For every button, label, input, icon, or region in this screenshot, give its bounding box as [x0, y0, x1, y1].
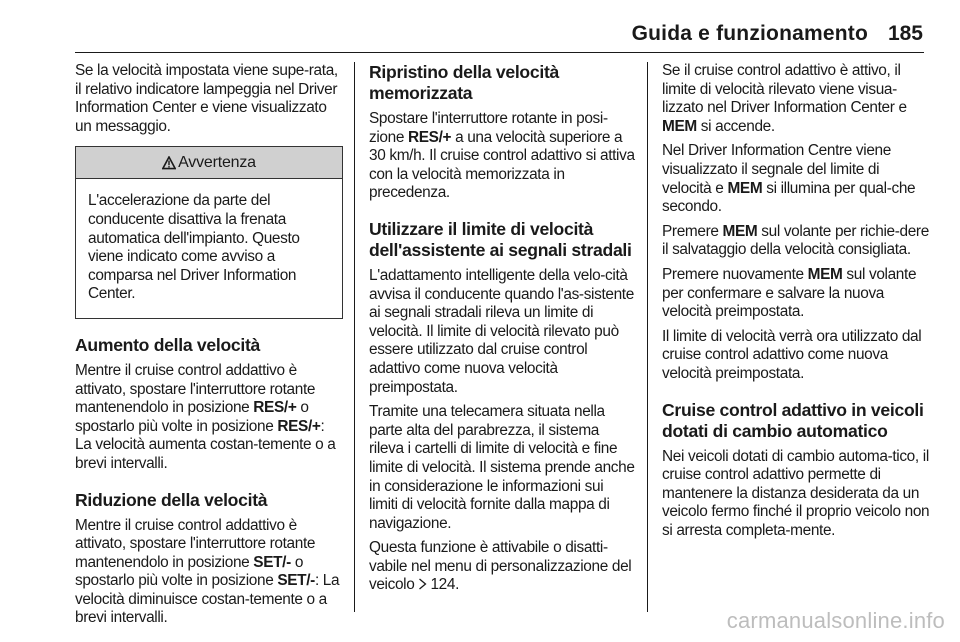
limite-paragraph-3: Questa funzione è attivabile o disatti-vabile nel menu di personalizzazione del veicolo 124.: [369, 539, 635, 596]
warning-body: L'accelerazione da parte del conducente disattiva la frenata automatica dell'impianto. Questo viene indicato come avviso a comparsa nel Driver Information Center.: [88, 192, 300, 303]
page-number: 185: [887, 22, 923, 45]
mem-paragraph-2: Nel Driver Information Centre viene visualizzato il segnale del limite di velocità e MEM si illumina per qual-che secondo.: [662, 142, 916, 216]
column-divider-1: [354, 62, 355, 612]
page-reference-link[interactable]: 124.: [430, 576, 460, 594]
ripristino-paragraph: Spostare l'interruttore rotante in posi-zione RES/+ a una velocità superiore a 30 km/h. Il cruise control adattivo si attiva con la velocità memorizzata in precedenza.: [369, 110, 635, 202]
mem-paragraph-4: Premere nuovamente MEM sul volante per confermare e salvare la nuova velocità preimpostata.: [662, 265, 917, 321]
heading-aumento: Aumento della velocità: [75, 334, 261, 355]
warning-title: Avvertenza: [178, 153, 256, 171]
column-divider-2: [647, 62, 648, 612]
warning-header: [76, 147, 342, 179]
riduzione-paragraph: Mentre il cruise control addattivo è attivato, spostare l'interruttore rotante mantenendolo in posizione SET/- o spostarlo più volte in posizione SET/-: La velocità diminuisce costan-temente o a brevi intervalli.: [75, 516, 340, 627]
heading-riduzione: Riduzione della velocità: [75, 489, 268, 510]
page-reference-arrow-icon: [418, 577, 427, 596]
limite-paragraph-1: L'adattamento intelligente della velo-cità avvisa il conducente quando l'as-sistente ai segnali stradali rileva un limite di velocità. Il limite di velocità rilevato può essere utilizzato dal cruise control adattivo come nuova velocità preimpostata.: [369, 266, 634, 396]
intro-paragraph: Se la velocità impostata viene supe-rata, il relativo indicatore lampeggia nel Driver Information Center e viene visualizzato un messaggio.: [75, 62, 338, 135]
cambio-paragraph: Nei veicoli dotati di cambio automa-tico, il cruise control adattivo permette di mantenere la distanza desiderata da un veicolo fermo finché il proprio veicolo non si arresta completa-mente.: [662, 447, 930, 539]
section-title: Guida e funzionamento: [631, 22, 868, 45]
limite-paragraph-2: Tramite una telecamera situata nella parte alta del parabrezza, il sistema rileva i cartelli di limite di velocità e fine limite di velocità. Il sistema prende anche in considerazione le informazioni sui limiti di velocità fornite dalla mappa di navigazione.: [369, 403, 635, 532]
watermark: carmanualsonline.info: [726, 608, 945, 633]
column-left: [75, 62, 343, 636]
column-right: [662, 62, 930, 548]
heading-ripristino: Ripristino della velocità memorizzata: [369, 62, 559, 103]
header-rule: [75, 52, 924, 53]
heading-limite: Utilizzare il limite di velocità dell'assistente ai segnali stradali: [369, 218, 632, 260]
heading-cambio-automatico: Cruise control adattivo in veicoli dotati di cambio automatico: [662, 399, 924, 441]
mem-paragraph-5: Il limite di velocità verrà ora utilizzato dal cruise control adattivo come nuova velocità preimpostata.: [662, 327, 922, 382]
warning-triangle-icon: [162, 156, 176, 170]
mem-paragraph-3: Premere MEM sul volante per richie-dere il salvataggio della velocità consigliata.: [662, 222, 929, 259]
aumento-paragraph: Mentre il cruise control addattivo è attivato, spostare l'interruttore rotante mantenendolo in posizione RES/+ o spostarlo più volte in posizione RES/+: La velocità aumenta costan-temente o a brevi intervalli.: [75, 361, 336, 472]
column-middle: [369, 62, 635, 604]
mem-paragraph-1: Se il cruise control adattivo è attivo, il limite di velocità rilevato viene visua-lizzato nel Driver Information Center e MEM si accende.: [662, 62, 907, 135]
warning-box: [75, 146, 343, 319]
